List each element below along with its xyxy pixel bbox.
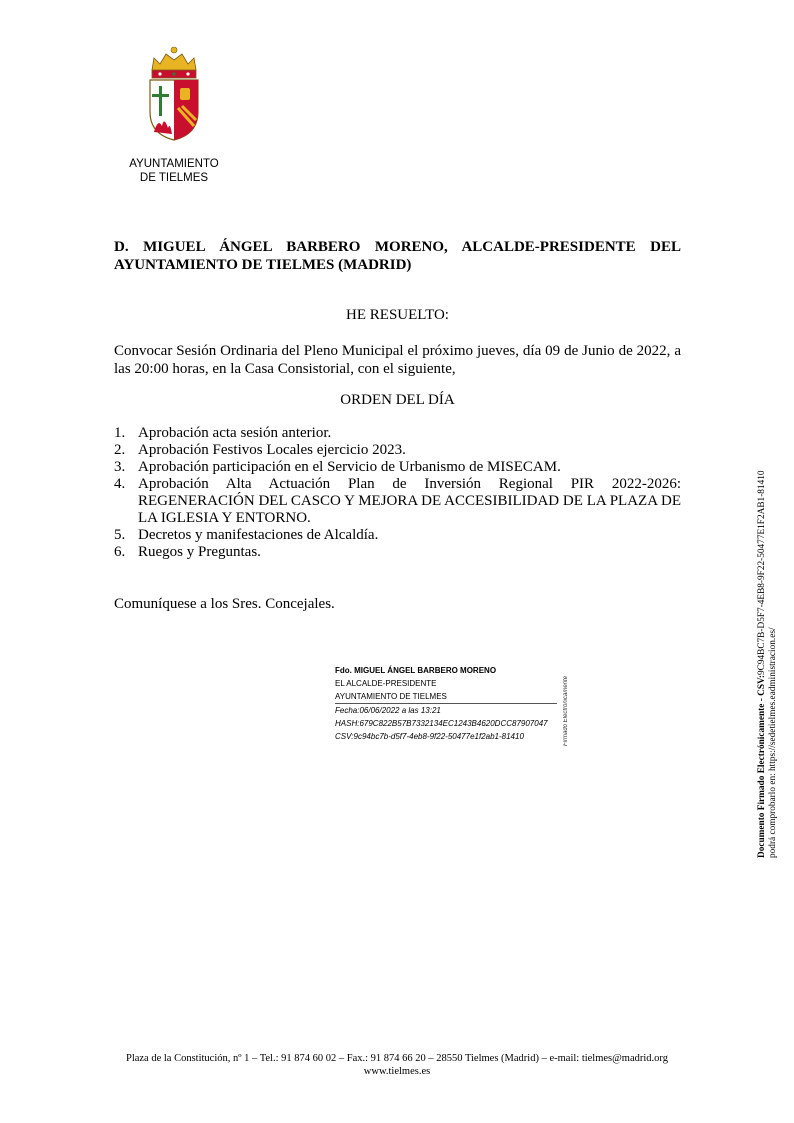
convocation-paragraph: Convocar Sesión Ordinaria del Pleno Municipal el próximo jueves, día 09 de Junio de 2022, a las 20:00 horas, en la Casa Consistorial, con el siguiente, (114, 343, 681, 377)
page-footer (100, 1052, 694, 1078)
signer-organization: AYUNTAMIENTO DE TIELMES (335, 690, 557, 704)
signature-block (335, 664, 557, 743)
agenda-item-number: 1. (114, 425, 126, 441)
agenda-item-text: Ruegos y Preguntas. (138, 544, 261, 560)
agenda-item-number: 6. (114, 544, 126, 560)
coat-of-arms-logo (146, 46, 202, 142)
signer-name: Fdo. MIGUEL ÁNGEL BARBERO MORENO (335, 666, 497, 675)
agenda-list (114, 425, 681, 561)
signer-role: EL ALCALDE-PRESIDENTE (335, 679, 437, 688)
side-note-bold: Documento Firmado Electrónicamente - CSV: (757, 675, 767, 858)
municipality-name (114, 157, 234, 185)
signature-date: Fecha:06/06/2022 a las 13:21 (335, 706, 441, 715)
org-line-2: DE TIELMES (139, 172, 209, 184)
agenda-item (114, 476, 681, 527)
agenda-item-number: 4. (114, 476, 126, 492)
agenda-item-text: Decretos y manifestaciones de Alcaldía. (138, 527, 379, 543)
crown-icon (152, 47, 196, 78)
agenda-item (114, 527, 681, 544)
side-note-line-2: podrá comprobarlo en: https://sedetielmes.eadministracion.es/ (768, 627, 778, 858)
agenda-item-number: 2. (114, 442, 126, 458)
agenda-item-number: 3. (114, 459, 126, 475)
verification-side-note (757, 466, 783, 858)
resolution-heading: HE RESUELTO: (346, 307, 449, 323)
signature-hash: HASH:679C822B57B7332134EC1243B4620DCC87907047 (335, 719, 548, 728)
agenda-item (114, 544, 681, 561)
agenda-item-text: Aprobación acta sesión anterior. (138, 425, 332, 441)
agenda-item (114, 459, 681, 476)
agenda-item (114, 442, 681, 459)
side-note-csv: 9C94BC7B-D5F7-4EB8-9F22-50477E1F2AB1-81410 (757, 470, 767, 676)
agenda-heading: ORDEN DEL DÍA (340, 392, 455, 408)
agenda-item-text: Aprobación Alta Actuación Plan de Inversión Regional PIR 2022-2026: REGENERACIÓN DEL CASCO Y MEJORA DE ACCESIBILIDAD DE LA PLAZA DE LA IGLESIA Y ENTORNO. (138, 476, 681, 526)
agenda-item-text: Aprobación Festivos Locales ejercicio 2023. (138, 442, 406, 458)
agenda-item (114, 425, 681, 442)
electronic-signature-label: Firmado Electrónicamente (563, 675, 569, 746)
org-line-1: AYUNTAMIENTO (129, 158, 219, 170)
document-title: D. MIGUEL ÁNGEL BARBERO MORENO, ALCALDE-PRESIDENTE DEL AYUNTAMIENTO DE TIELMES (MADRID) (114, 239, 681, 273)
footer-address: Plaza de la Constitución, nº 1 – Tel.: 91 874 60 02 – Fax.: 91 874 66 20 – 28550 Tielmes (Madrid) – e-mail: tielmes@madrid.org (125, 1053, 668, 1064)
closing-line: Comuníquese a los Sres. Concejales. (114, 596, 335, 612)
side-note-line-1 (757, 466, 768, 858)
agenda-item-text: Aprobación participación en el Servicio de Urbanismo de MISECAM. (138, 459, 561, 475)
signature-csv: CSV:9c94bc7b-d5f7-4eb8-9f22-50477e1f2ab1-81410 (335, 732, 524, 741)
footer-website: www.tielmes.es (363, 1066, 431, 1077)
agenda-item-number: 5. (114, 527, 126, 543)
